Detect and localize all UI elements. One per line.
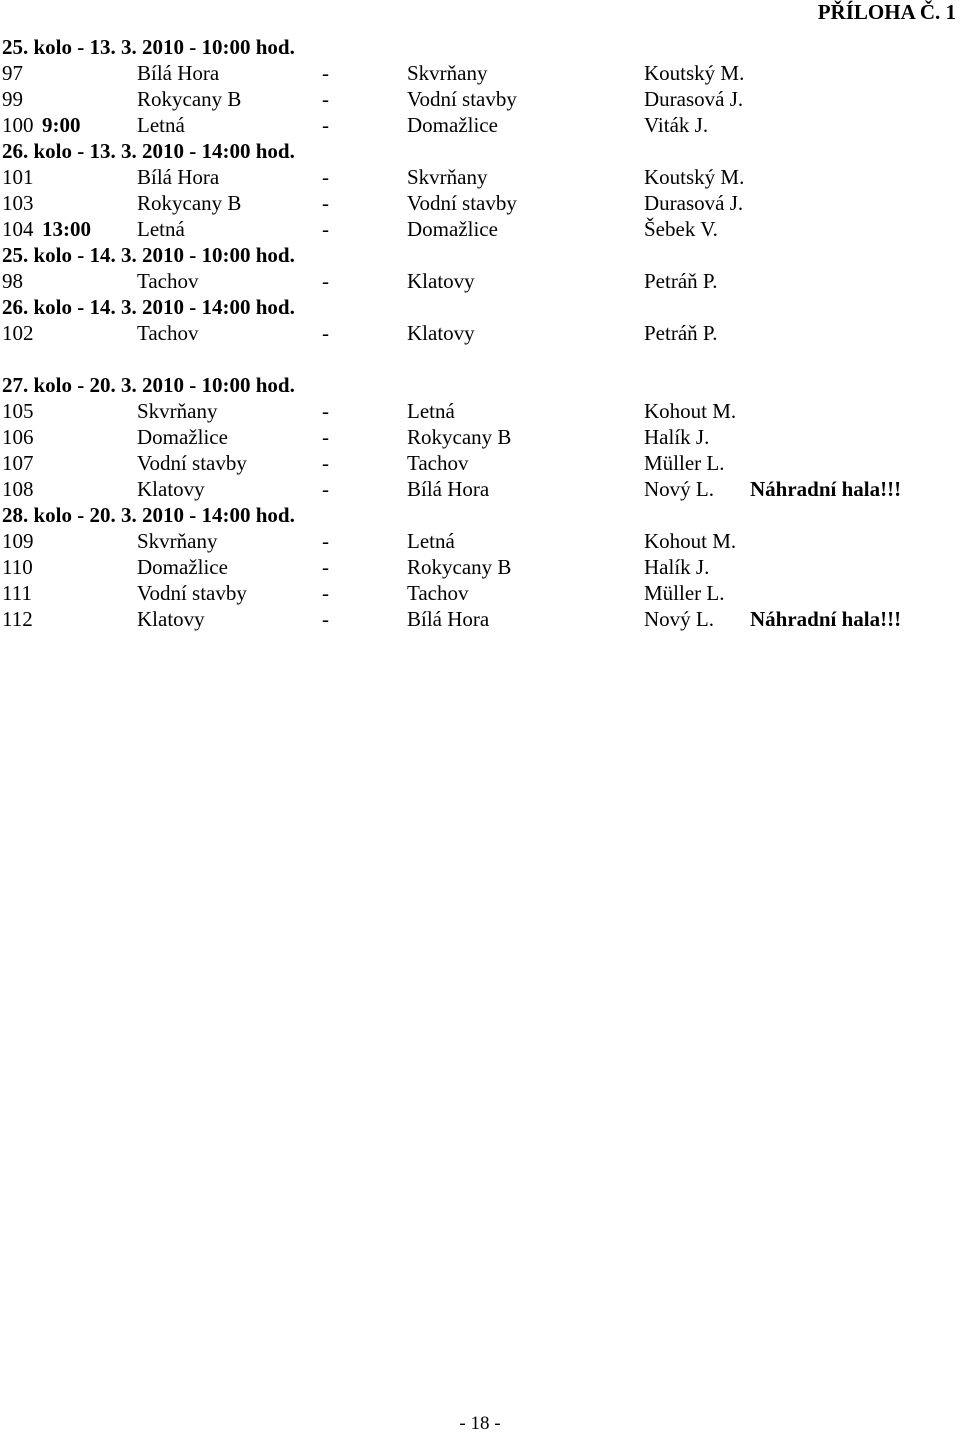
home-team: Domažlice xyxy=(137,555,228,579)
referee-name: Durasová J. xyxy=(644,87,744,111)
versus-dash: - xyxy=(322,191,329,215)
match-row xyxy=(2,268,952,294)
referee-name: Koutský M. xyxy=(644,61,745,85)
round-heading: 26. kolo - 13. 3. 2010 - 14:00 hod. xyxy=(2,139,295,163)
away-team: Domažlice xyxy=(407,113,498,137)
away-team: Skvrňany xyxy=(407,61,488,85)
versus-dash: - xyxy=(322,425,329,449)
match-number: 109 xyxy=(2,529,34,553)
away-team: Letná xyxy=(407,529,455,553)
page-number: - 18 - xyxy=(459,1413,501,1434)
match-number: 105 xyxy=(2,399,34,423)
versus-dash: - xyxy=(322,477,329,501)
home-team: Vodní stavby xyxy=(137,451,247,475)
match-number: 112 xyxy=(2,607,33,631)
away-team: Skvrňany xyxy=(407,165,488,189)
match-schedule xyxy=(2,34,952,632)
versus-dash: - xyxy=(322,87,329,111)
referee-name: Halík J. xyxy=(644,425,710,449)
match-row xyxy=(2,476,952,502)
home-team: Domažlice xyxy=(137,425,228,449)
away-team: Bílá Hora xyxy=(407,477,490,501)
versus-dash: - xyxy=(322,581,329,605)
match-number: 99 xyxy=(2,87,23,111)
round-heading: 28. kolo - 20. 3. 2010 - 14:00 hod. xyxy=(2,503,295,527)
away-team: Bílá Hora xyxy=(407,607,490,631)
match-row xyxy=(2,398,952,424)
home-team: Rokycany B xyxy=(137,191,242,215)
home-team: Letná xyxy=(137,113,185,137)
away-team: Vodní stavby xyxy=(407,191,517,215)
referee-name: Šebek V. xyxy=(644,217,718,241)
match-time: 13:00 xyxy=(42,217,91,241)
home-team: Bílá Hora xyxy=(137,165,220,189)
away-team: Vodní stavby xyxy=(407,87,517,111)
home-team: Skvrňany xyxy=(137,399,218,423)
versus-dash: - xyxy=(322,217,329,241)
round-heading: 27. kolo - 20. 3. 2010 - 10:00 hod. xyxy=(2,373,295,397)
home-team: Vodní stavby xyxy=(137,581,247,605)
referee-name: Kohout M. xyxy=(644,399,737,423)
versus-dash: - xyxy=(322,399,329,423)
appendix-label: PŘÍLOHA Č. 1 xyxy=(817,0,956,24)
match-note: Náhradní hala!!! xyxy=(750,477,902,501)
match-note: Náhradní hala!!! xyxy=(750,607,902,631)
away-team: Rokycany B xyxy=(407,425,512,449)
section-spacer xyxy=(2,346,952,372)
referee-name: Nový L. xyxy=(644,607,714,631)
home-team: Tachov xyxy=(137,269,199,293)
match-number: 103 xyxy=(2,191,34,215)
versus-dash: - xyxy=(322,529,329,553)
versus-dash: - xyxy=(322,61,329,85)
versus-dash: - xyxy=(322,113,329,137)
match-number: 107 xyxy=(2,451,34,475)
versus-dash: - xyxy=(322,451,329,475)
match-row xyxy=(2,528,952,554)
match-row xyxy=(2,86,952,112)
home-team: Bílá Hora xyxy=(137,61,220,85)
away-team: Letná xyxy=(407,399,455,423)
referee-name: Halík J. xyxy=(644,555,710,579)
versus-dash: - xyxy=(322,607,329,631)
referee-name: Petráň P. xyxy=(644,269,718,293)
match-row xyxy=(2,320,952,346)
referee-name: Durasová J. xyxy=(644,191,744,215)
round-heading: 25. kolo - 14. 3. 2010 - 10:00 hod. xyxy=(2,243,295,267)
referee-name: Nový L. xyxy=(644,477,714,501)
match-number: 100 xyxy=(2,113,34,137)
round-heading: 25. kolo - 13. 3. 2010 - 10:00 hod. xyxy=(2,35,295,59)
referee-name: Kohout M. xyxy=(644,529,737,553)
match-number: 97 xyxy=(2,61,23,85)
match-row xyxy=(2,164,952,190)
match-number: 102 xyxy=(2,321,34,345)
referee-name: Müller L. xyxy=(644,451,725,475)
versus-dash: - xyxy=(322,165,329,189)
match-row xyxy=(2,112,952,138)
versus-dash: - xyxy=(322,321,329,345)
match-row xyxy=(2,606,952,632)
away-team: Klatovy xyxy=(407,269,475,293)
versus-dash: - xyxy=(322,555,329,579)
referee-name: Müller L. xyxy=(644,581,725,605)
away-team: Domažlice xyxy=(407,217,498,241)
away-team: Tachov xyxy=(407,451,469,475)
away-team: Rokycany B xyxy=(407,555,512,579)
home-team: Tachov xyxy=(137,321,199,345)
referee-name: Viták J. xyxy=(644,113,709,137)
match-row xyxy=(2,450,952,476)
round-heading: 26. kolo - 14. 3. 2010 - 14:00 hod. xyxy=(2,295,295,319)
match-row xyxy=(2,60,952,86)
match-row xyxy=(2,424,952,450)
away-team: Tachov xyxy=(407,581,469,605)
home-team: Klatovy xyxy=(137,477,205,501)
match-number: 111 xyxy=(2,581,32,605)
home-team: Klatovy xyxy=(137,607,205,631)
match-row xyxy=(2,554,952,580)
away-team: Klatovy xyxy=(407,321,475,345)
home-team: Letná xyxy=(137,217,185,241)
match-number: 110 xyxy=(2,555,33,579)
match-row xyxy=(2,580,952,606)
match-time: 9:00 xyxy=(42,113,81,137)
referee-name: Koutský M. xyxy=(644,165,745,189)
referee-name: Petráň P. xyxy=(644,321,718,345)
versus-dash: - xyxy=(322,269,329,293)
home-team: Skvrňany xyxy=(137,529,218,553)
match-number: 101 xyxy=(2,165,34,189)
match-number: 108 xyxy=(2,477,34,501)
match-row xyxy=(2,216,952,242)
match-number: 106 xyxy=(2,425,34,449)
match-row xyxy=(2,190,952,216)
match-number: 98 xyxy=(2,269,23,293)
home-team: Rokycany B xyxy=(137,87,242,111)
match-number: 104 xyxy=(2,217,34,241)
